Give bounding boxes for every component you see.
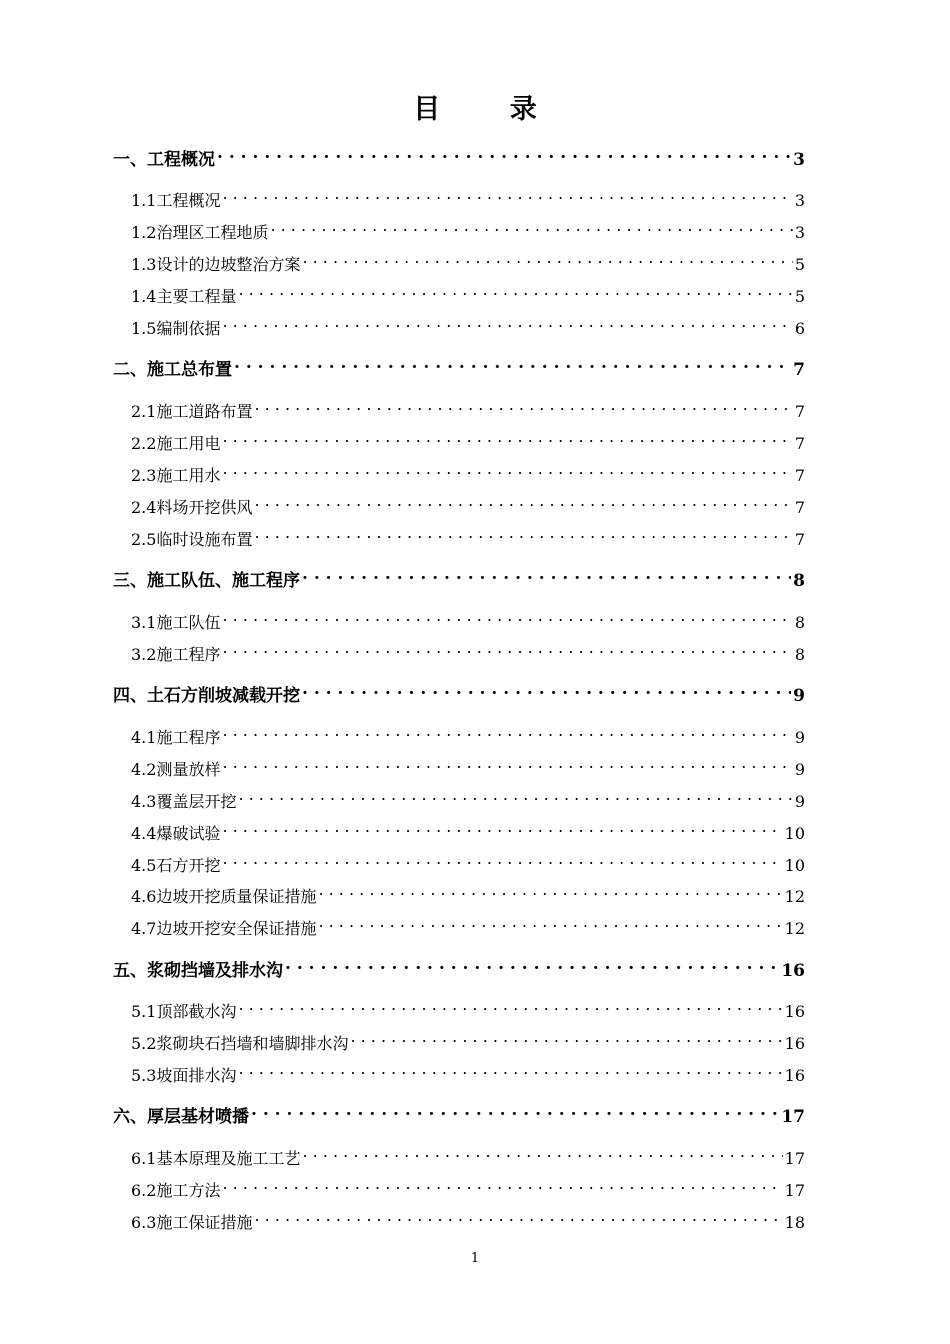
toc-entry-page: 5 [794,255,805,274]
toc-section-entry[interactable] [131,521,805,549]
toc-section-entry[interactable] [131,1025,805,1053]
toc-entry-page: 7 [794,466,805,485]
toc-section-entry[interactable] [131,604,805,632]
toc-entry-label: 1.3设计的边坡整治方案 [131,255,301,274]
toc-entry-page: 3 [794,223,805,242]
toc-entry-page: 7 [793,360,805,380]
toc-entry-page: 8 [794,613,805,632]
toc-section-entry[interactable] [131,182,805,210]
toc-entry-label: 2.4料场开挖供风 [131,498,253,517]
toc-section-entry[interactable] [131,910,805,938]
toc-entry-label: 4.6边坡开挖质量保证措施 [131,887,317,906]
toc-entry-label: 3.2施工程序 [131,645,221,664]
toc-dot-leader [302,246,792,270]
toc-dot-leader [285,952,779,976]
toc-section-entry[interactable] [131,719,805,747]
toc-section-entry[interactable] [131,1204,805,1232]
toc-section-entry[interactable] [131,425,805,453]
toc-entry-label: 1.4主要工程量 [131,287,237,306]
toc-entry-page: 6 [794,319,805,338]
toc-entry-label: 1.5编制依据 [131,319,221,338]
toc-entry-page: 7 [794,434,805,453]
toc-entry-page: 16 [781,961,805,981]
toc-section-entry[interactable] [131,278,805,306]
toc-entry-label: 2.5临时设施布置 [131,530,253,549]
toc-entry-label: 4.1施工程序 [131,728,221,747]
toc-entry-label: 1.2治理区工程地质 [131,223,269,242]
toc-dot-leader [222,182,792,206]
toc-entry-label: 6.1基本原理及施工工艺 [131,1149,301,1168]
toc-entry-page: 8 [794,645,805,664]
toc-dot-leader [318,910,782,934]
toc-entry-label: 4.7边坡开挖安全保证措施 [131,919,317,938]
toc-chapter-entry[interactable] [113,562,805,591]
toc-entry-page: 7 [794,402,805,421]
toc-entry-page: 3 [794,191,805,210]
toc-entry-page: 16 [784,1034,805,1053]
toc-entry-page: 9 [793,686,805,706]
toc-dot-leader [302,677,791,701]
toc-entry-page: 5 [794,287,805,306]
toc-dot-leader [222,847,782,871]
toc-chapter-entry[interactable] [113,677,805,706]
toc-entry-page: 16 [784,1002,805,1021]
toc-dot-leader [270,214,792,238]
toc-section-entry[interactable] [131,878,805,906]
toc-dot-leader [238,278,792,302]
toc-entry-label: 一、工程概况 [113,150,215,170]
toc-entry-label: 5.1顶部截水沟 [131,1002,237,1021]
toc-entry-label: 4.2测量放样 [131,760,221,779]
toc-section-entry[interactable] [131,246,805,274]
toc-section-entry[interactable] [131,393,805,421]
toc-dot-leader [318,878,782,902]
toc-entry-page: 3 [793,150,805,170]
toc-entry-label: 二、施工总布置 [113,360,232,380]
toc-section-entry[interactable] [131,457,805,485]
toc-chapter-entry[interactable] [113,351,805,380]
toc-dot-leader [222,425,792,449]
page-title: 目 录 [413,94,567,125]
toc-entry-page: 8 [793,571,805,591]
toc-entry-label: 4.5石方开挖 [131,856,221,875]
toc-entry-label: 三、施工队伍、施工程序 [113,571,300,591]
toc-section-entry[interactable] [131,214,805,242]
toc-entry-page: 10 [784,824,805,843]
toc-entry-page: 9 [794,760,805,779]
toc-entry-page: 12 [784,887,805,906]
toc-section-entry[interactable] [131,751,805,779]
toc-entry-page: 12 [784,919,805,938]
toc-dot-leader [302,562,791,586]
toc-entry-label: 4.3覆盖层开挖 [131,792,237,811]
toc-entry-label: 1.1工程概况 [131,191,221,210]
toc-dot-leader [222,751,792,775]
toc-entry-page: 7 [794,498,805,517]
toc-dot-leader [217,141,791,165]
toc-section-entry[interactable] [131,815,805,843]
toc-dot-leader [222,1172,782,1196]
toc-dot-leader [234,351,791,375]
toc-dot-leader [254,521,792,545]
toc-dot-leader [222,719,792,743]
toc-entry-page: 17 [781,1107,805,1127]
toc-section-entry[interactable] [131,1057,805,1085]
toc-section-entry[interactable] [131,993,805,1021]
toc-entry-page: 9 [794,728,805,747]
toc-dot-leader [238,1057,782,1081]
toc-dot-leader [251,1098,779,1122]
toc-entry-label: 4.4爆破试验 [131,824,221,843]
toc-entry-page: 10 [784,856,805,875]
toc-dot-leader [238,783,792,807]
toc-entry-label: 四、土石方削坡减载开挖 [113,686,300,706]
toc-entry-page: 17 [784,1181,805,1200]
toc-chapter-entry[interactable] [113,1098,805,1127]
toc-entry-label: 3.1施工队伍 [131,613,221,632]
toc-section-entry[interactable] [131,636,805,664]
toc-section-entry[interactable] [131,1172,805,1200]
toc-chapter-entry[interactable] [113,952,805,981]
toc-entry-page: 16 [784,1066,805,1085]
toc-section-entry[interactable] [131,1140,805,1168]
page-number: 1 [470,1251,480,1266]
toc-section-entry[interactable] [131,489,805,517]
toc-dot-leader [254,393,792,417]
toc-entry-label: 六、厚层基材喷播 [113,1107,249,1127]
toc-section-entry[interactable] [131,783,805,811]
toc-entry-label: 2.2施工用电 [131,434,221,453]
toc-section-entry[interactable] [131,847,805,875]
toc-dot-leader [254,1204,782,1228]
toc-entry-label: 6.3施工保证措施 [131,1213,253,1232]
toc-dot-leader [222,815,782,839]
toc-dot-leader [222,604,792,628]
toc-entry-label: 五、浆砌挡墙及排水沟 [113,961,283,981]
toc-entry-page: 7 [794,530,805,549]
toc-dot-leader [238,993,782,1017]
toc-entry-label: 5.2浆砌块石挡墙和墙脚排水沟 [131,1034,349,1053]
toc-entry-page: 17 [784,1149,805,1168]
toc-dot-leader [254,489,792,513]
toc-entry-label: 2.3施工用水 [131,466,221,485]
toc-entry-label: 6.2施工方法 [131,1181,221,1200]
toc-dot-leader [302,1140,782,1164]
toc-entry-label: 5.3坡面排水沟 [131,1066,237,1085]
toc-entry-label: 2.1施工道路布置 [131,402,253,421]
toc-dot-leader [222,310,792,334]
toc-section-entry[interactable] [131,310,805,338]
toc-dot-leader [350,1025,782,1049]
toc-chapter-entry[interactable] [113,141,805,170]
toc-entry-page: 18 [784,1213,805,1232]
toc-dot-leader [222,457,792,481]
toc-dot-leader [222,636,792,660]
toc-entry-page: 9 [794,792,805,811]
